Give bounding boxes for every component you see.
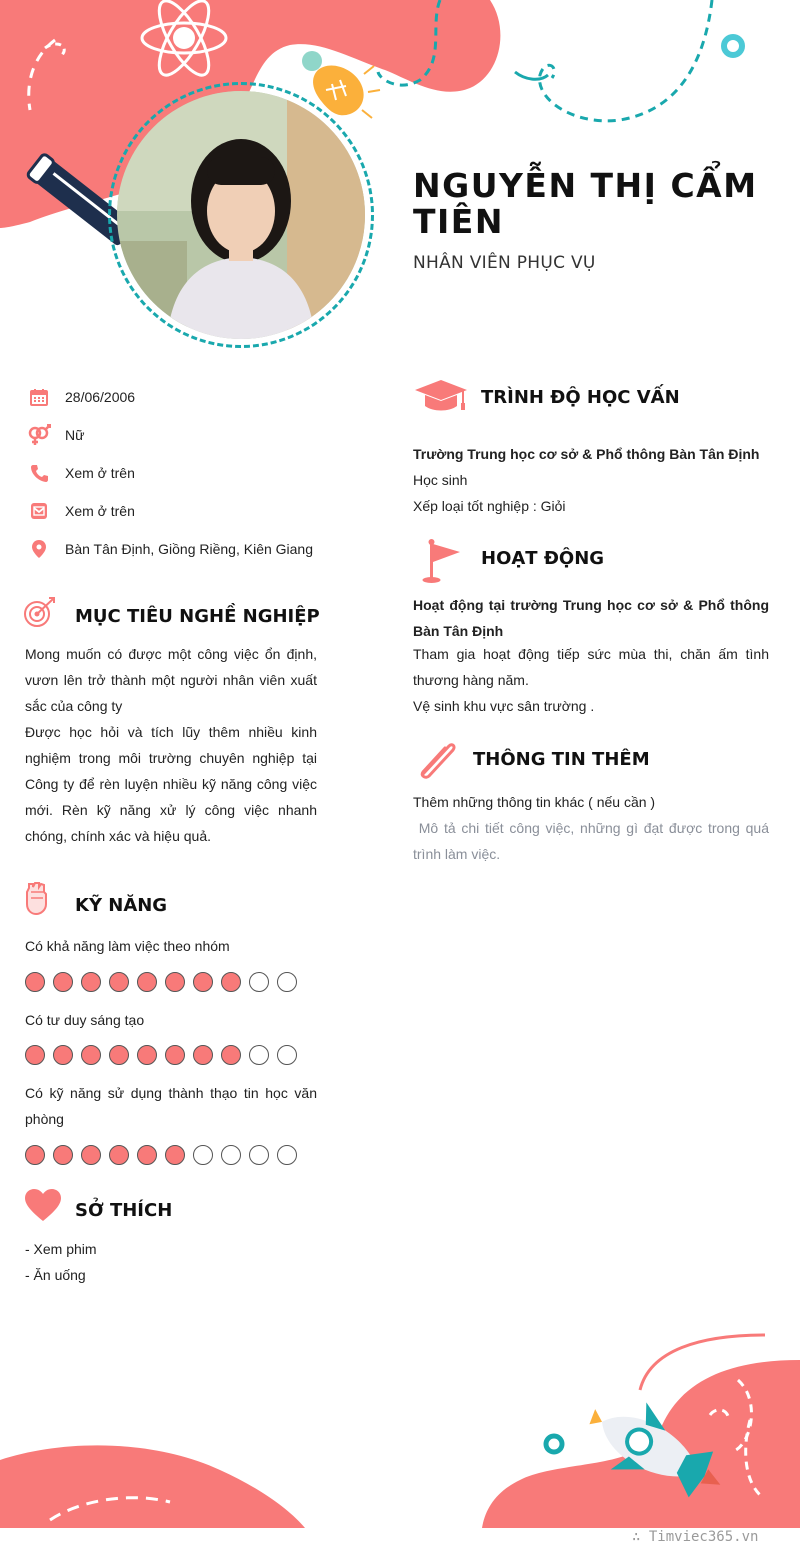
heart-icon bbox=[24, 1188, 62, 1227]
skill-label: Có kỹ năng sử dụng thành thạo tin học văn phòng bbox=[25, 1085, 317, 1127]
calendar-icon bbox=[25, 385, 53, 409]
raised-fist-icon bbox=[25, 882, 47, 921]
rating-dot-filled bbox=[81, 1145, 101, 1165]
contact-phone bbox=[25, 461, 135, 485]
contact-email bbox=[25, 499, 135, 523]
contact-gender bbox=[25, 423, 84, 447]
profile-photo bbox=[117, 91, 365, 339]
contact-address bbox=[25, 537, 313, 561]
gender-icon bbox=[25, 423, 53, 447]
footer-decoration bbox=[0, 1320, 800, 1554]
email-value: Xem ở trên bbox=[65, 503, 135, 519]
activities-heading: Hoạt động tại trường Trung học cơ sở & Phổ thông Bàn Tân Định bbox=[413, 597, 769, 639]
hobby-item: - Xem phim bbox=[25, 1241, 97, 1257]
email-icon bbox=[25, 499, 53, 523]
activities-line: Vệ sinh khu vực sân trường . bbox=[413, 698, 595, 714]
rating-dot-filled bbox=[165, 1045, 185, 1065]
flag-icon bbox=[420, 538, 464, 589]
skills-title: KỸ NĂNG bbox=[75, 895, 168, 916]
graduation-cap-icon bbox=[413, 378, 469, 419]
education-role: Học sinh bbox=[413, 472, 468, 488]
extra-title: THÔNG TIN THÊM bbox=[473, 749, 650, 770]
rating-dot-filled bbox=[193, 1045, 213, 1065]
activities-line: Tham gia hoạt động tiếp sức mùa thi, chăn ấm tình thương hàng năm. bbox=[413, 646, 769, 688]
skill-rating bbox=[25, 1145, 297, 1165]
rating-dot-empty bbox=[277, 972, 297, 992]
rating-dot-filled bbox=[137, 972, 157, 992]
paperclip-icon bbox=[415, 738, 459, 787]
activities-title: HOẠT ĐỘNG bbox=[481, 548, 605, 569]
extra-description: Mô tả chi tiết công việc, những gì đạt được trong quá trình làm việc. bbox=[413, 820, 773, 862]
rating-dot-filled bbox=[81, 1045, 101, 1065]
rating-dot-filled bbox=[165, 1145, 185, 1165]
skill-label: Có khả năng làm việc theo nhóm bbox=[25, 938, 230, 954]
rating-dot-filled bbox=[25, 1045, 45, 1065]
gender-value: Nữ bbox=[65, 427, 85, 443]
watermark: ∴ Timviec365.vn bbox=[632, 1529, 759, 1545]
rating-dot-filled bbox=[109, 972, 129, 992]
education-grade: Xếp loại tốt nghiệp : Giỏi bbox=[413, 498, 566, 514]
hobby-item: - Ăn uống bbox=[25, 1267, 86, 1283]
rating-dot-empty bbox=[193, 1145, 213, 1165]
skill-label: Có tư duy sáng tạo bbox=[25, 1012, 145, 1028]
address-value: Bàn Tân Định, Giồng Riềng, Kiên Giang bbox=[65, 541, 314, 557]
extra-line: Thêm những thông tin khác ( nếu cần ) bbox=[413, 794, 656, 810]
education-title: TRÌNH ĐỘ HỌC VẤN bbox=[481, 387, 680, 408]
phone-value: Xem ở trên bbox=[65, 465, 135, 481]
rating-dot-filled bbox=[221, 972, 241, 992]
rating-dot-empty bbox=[221, 1145, 241, 1165]
rating-dot-filled bbox=[53, 1145, 73, 1165]
birthday-value: 28/06/2006 bbox=[65, 389, 136, 405]
hobbies-title: SỞ THÍCH bbox=[75, 1200, 173, 1221]
target-icon bbox=[23, 596, 57, 635]
rating-dot-filled bbox=[137, 1145, 157, 1165]
skill-rating bbox=[25, 972, 297, 992]
rating-dot-empty bbox=[277, 1045, 297, 1065]
rating-dot-empty bbox=[249, 1045, 269, 1065]
rating-dot-filled bbox=[109, 1145, 129, 1165]
rating-dot-filled bbox=[137, 1045, 157, 1065]
education-school: Trường Trung học cơ sở & Phổ thông Bàn Tân Định bbox=[413, 446, 760, 462]
teal-ring-icon bbox=[546, 1436, 562, 1452]
rating-dot-filled bbox=[25, 1145, 45, 1165]
rating-dot-filled bbox=[221, 1045, 241, 1065]
objective-text: Mong muốn có được một công việc ổn định, vươn lên trở thành một người nhân viên xuất sắc của công ty Được học hỏi và tích lũy thêm nhiều kinh nghiệm trong môi trường chuyên nghiệp tại Công ty để rèn luyện nhiều kỹ năng công việc mới. Rèn kỹ năng xử lý công việc nhanh chóng, chính xác và hiệu quả. bbox=[25, 646, 317, 844]
teal-ring-icon bbox=[724, 37, 742, 55]
objective-title: MỤC TIÊU NGHỀ NGHIỆP bbox=[75, 606, 320, 627]
rating-dot-filled bbox=[81, 972, 101, 992]
rating-dot-filled bbox=[53, 1045, 73, 1065]
rating-dot-filled bbox=[25, 972, 45, 992]
job-title: NHÂN VIÊN PHỤC VỤ bbox=[413, 253, 596, 273]
rating-dot-filled bbox=[109, 1045, 129, 1065]
rating-dot-filled bbox=[165, 972, 185, 992]
rating-dot-filled bbox=[53, 972, 73, 992]
rating-dot-filled bbox=[193, 972, 213, 992]
rating-dot-empty bbox=[249, 1145, 269, 1165]
phone-icon bbox=[25, 461, 53, 485]
rating-dot-empty bbox=[277, 1145, 297, 1165]
skill-rating bbox=[25, 1045, 297, 1065]
rating-dot-empty bbox=[249, 972, 269, 992]
contact-birthday bbox=[25, 385, 135, 409]
location-pin-icon bbox=[25, 537, 53, 561]
candidate-name: NGUYỄN THỊ CẨM TIÊN bbox=[413, 166, 758, 241]
